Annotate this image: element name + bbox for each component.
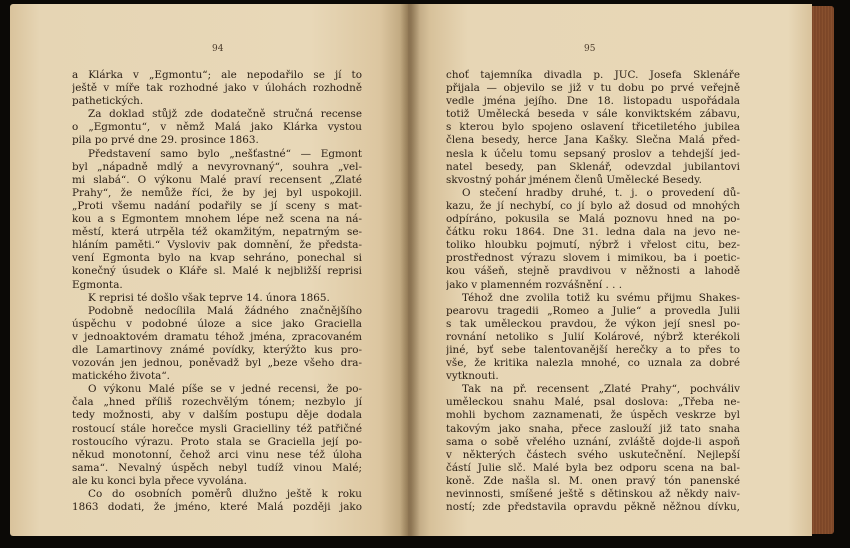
text-line: Téhož dne zvolila totiž ku svému přijmu Shakes- [462, 291, 740, 304]
text-line: ale ku konci byla přece vyvolána. [72, 474, 247, 487]
text-line: vozován jen jednou, poněvadž byl „beze všeho dra- [72, 357, 362, 370]
text-line: ností; zde představila opravdu pěkně něžnou dívku, [446, 501, 740, 514]
text-line: sama o sobě vřelého uznání, zvláště dojde-li aspoň [446, 435, 740, 448]
page-number-right: 95 [584, 44, 596, 54]
text-line: rovnání netoliko s Julií Kolárové, nýbrž kterékoli [446, 330, 740, 343]
text-line: pearovu tragedii „Romeo a Julie“ a provedla Julii [446, 304, 740, 317]
text-line: a Klárka v „Egmontu“; ale nepodařilo se jí to [72, 69, 362, 81]
text-line: čátku roku 1864. Dne 31. ledna dala na jevo ne- [446, 226, 740, 239]
text-line: v jednoaktovém dramatu téhož jména, zpracovaném [72, 330, 362, 343]
text-line: byl „nápadně mdlý a nevyrovnaný“, souhra „vel- [72, 160, 362, 173]
text-line: jiné, byť sebe talentovanější herečky a to přes to [446, 343, 740, 356]
text-line: o „Egmontu“, v němž Malá jako Klárka vystou [72, 121, 362, 134]
text-line: jako v plamenném rozvášnění . . . [446, 278, 623, 291]
text-line: K reprisi té došlo však teprve 14. února 1865. [88, 291, 330, 304]
text-line: přijala — objevilo se již v tu dobu po prvé veřejně [446, 82, 740, 95]
page-edges [812, 6, 834, 534]
text-line: konečný úsudek o Kláře sl. Malé k nejbližší reprisi [72, 265, 362, 278]
text-line: 1863 dodati, že jméno, které Malá později jako [72, 501, 362, 514]
text-line: Prahy“, že nemůže říci, že by jej byl uspokojil. [72, 186, 362, 199]
text-line: vení Egmonta bylo na kvap sehráno, ponechal si [72, 252, 362, 265]
text-line: „Proti všemu nadání podařily se jí sceny s mat- [72, 199, 362, 212]
text-line: nesla k účelu tomu sepsaný proslov a tehdejší jed- [446, 147, 740, 160]
text-line: Představení samo bylo „nešťastné“ — Egmont [88, 147, 362, 160]
text-line: člena besedy, herce Jana Kašky. Slečna Malá před- [446, 134, 740, 147]
text-line: kou a s Egmontem mnohem lépe než scena na ná- [72, 213, 362, 226]
text-line: úspěchu v podobné úloze a sice jako Graciella [72, 317, 362, 330]
text-line: vedle jména jejího. Dne 18. listopadu uspořádala [446, 95, 740, 108]
right-page-text [446, 69, 740, 514]
text-line: O výkonu Malé píše se v jedné recensi, že po- [88, 383, 362, 396]
text-line: v některých částech svého uskutečnění. Nejlepší [446, 448, 740, 461]
text-line: s kterou bylo spojeno oslavení třicetiletého jubilea [446, 121, 740, 134]
text-line: uměleckou snahu Malé, psal doslova: „Třeba ne- [446, 396, 740, 409]
text-line: pathetických. [72, 95, 144, 108]
text-line: nevinnosti, smíšené ještě s dětinskou až někdy naiv- [446, 488, 740, 500]
text-line: natel besedy, pan Sklenář, odevzdal jubilantovi [446, 160, 740, 173]
text-line: hláním paměti.“ Vysloviv pak domnění, že předsta- [72, 239, 362, 252]
text-line: kazu, že jí nechybí, co jí bylo až dosud od mnohých [446, 199, 740, 212]
text-line: odpíráno, pokusila se Malá poznovu hned na po- [446, 213, 740, 226]
text-line: mohli bychom zaznamenati, že úspěch veskrze byl [446, 409, 740, 422]
text-line: vše, že kritika nalezla mnohé, co uznala za dobré [446, 357, 740, 370]
text-line: vytknouti. [446, 370, 499, 383]
text-line: Co do osobních poměrů dlužno ještě k roku [88, 488, 362, 500]
text-line: matického života“. [72, 370, 170, 383]
text-line: O stečení hradby druhé, t. j. o provedení dů- [462, 186, 740, 199]
text-line: s tak uměleckou pravdou, že výkon její snesl po- [446, 317, 740, 330]
text-line: tedy možnosti, aby v dalším postupu děje dodala [72, 409, 362, 422]
text-line: takovým jako snaha, přece zaslouží již tato snaha [446, 422, 740, 435]
text-line: městí, která utrpěla též okamžitým, nepatrným se- [72, 226, 362, 239]
text-line: sama“. Nevalný úspěch nebyl tudíž vinou Malé; [72, 461, 362, 474]
text-line: mi slabá“. O výkonu Malé praví recensent „Zlaté [72, 173, 362, 186]
text-line: totiž Umělecká beseda v sále konviktském zábavu, [446, 108, 740, 121]
text-line: Tak na př. recensent „Zlaté Prahy“, pochváliv [462, 383, 740, 396]
text-line: dle Lamartinovy známé povídky, kterýžto kus pro- [72, 343, 362, 356]
text-line: Za doklad stůjž zde dodatečně stručná recense [88, 108, 362, 121]
book-gutter [400, 4, 420, 536]
text-line: toliko hloubku pojmutí, nýbrž i vřelost citu, bez- [446, 239, 740, 252]
text-line: rostoucí stále horečce mysli Gracielliny též patřičné [72, 422, 362, 435]
text-line: Podobně nedocílila Malá žádného značnějšího [88, 304, 362, 317]
text-line: koně. Zde našla sl. M. onen pravý tón panenské [446, 474, 740, 487]
text-line: ještě v míře tak rozhodné jako v úlohách rozhodně [72, 82, 362, 95]
text-line: čala „hned příliš rozechvělým tónem; nezbylo jí [72, 396, 362, 409]
text-line: pila po prvé dne 29. prosince 1863. [72, 134, 259, 147]
text-line: Egmonta. [72, 278, 123, 291]
text-line: skvostný pohár jménem členů Umělecké Besedy. [446, 173, 702, 186]
text-line: částí Julie slč. Malé byla bez odporu scena na bal- [446, 461, 740, 474]
page-number-left: 94 [212, 44, 224, 54]
text-line: kou vášeň, stejně pravdivou v něžnosti a lahodě [446, 265, 740, 278]
text-line: rostoucího výrazu. Proto stala se Graciella její po- [72, 435, 362, 448]
text-line: někud monotonní, čehož arci vinu nese též úloha [72, 448, 362, 461]
left-page-text [72, 69, 362, 514]
text-line: prostřednost výrazu slovem i mimikou, ba i poetic- [446, 252, 740, 265]
text-line: choť tajemníka divadla p. JUC. Josefa Sklenáře [446, 69, 740, 81]
